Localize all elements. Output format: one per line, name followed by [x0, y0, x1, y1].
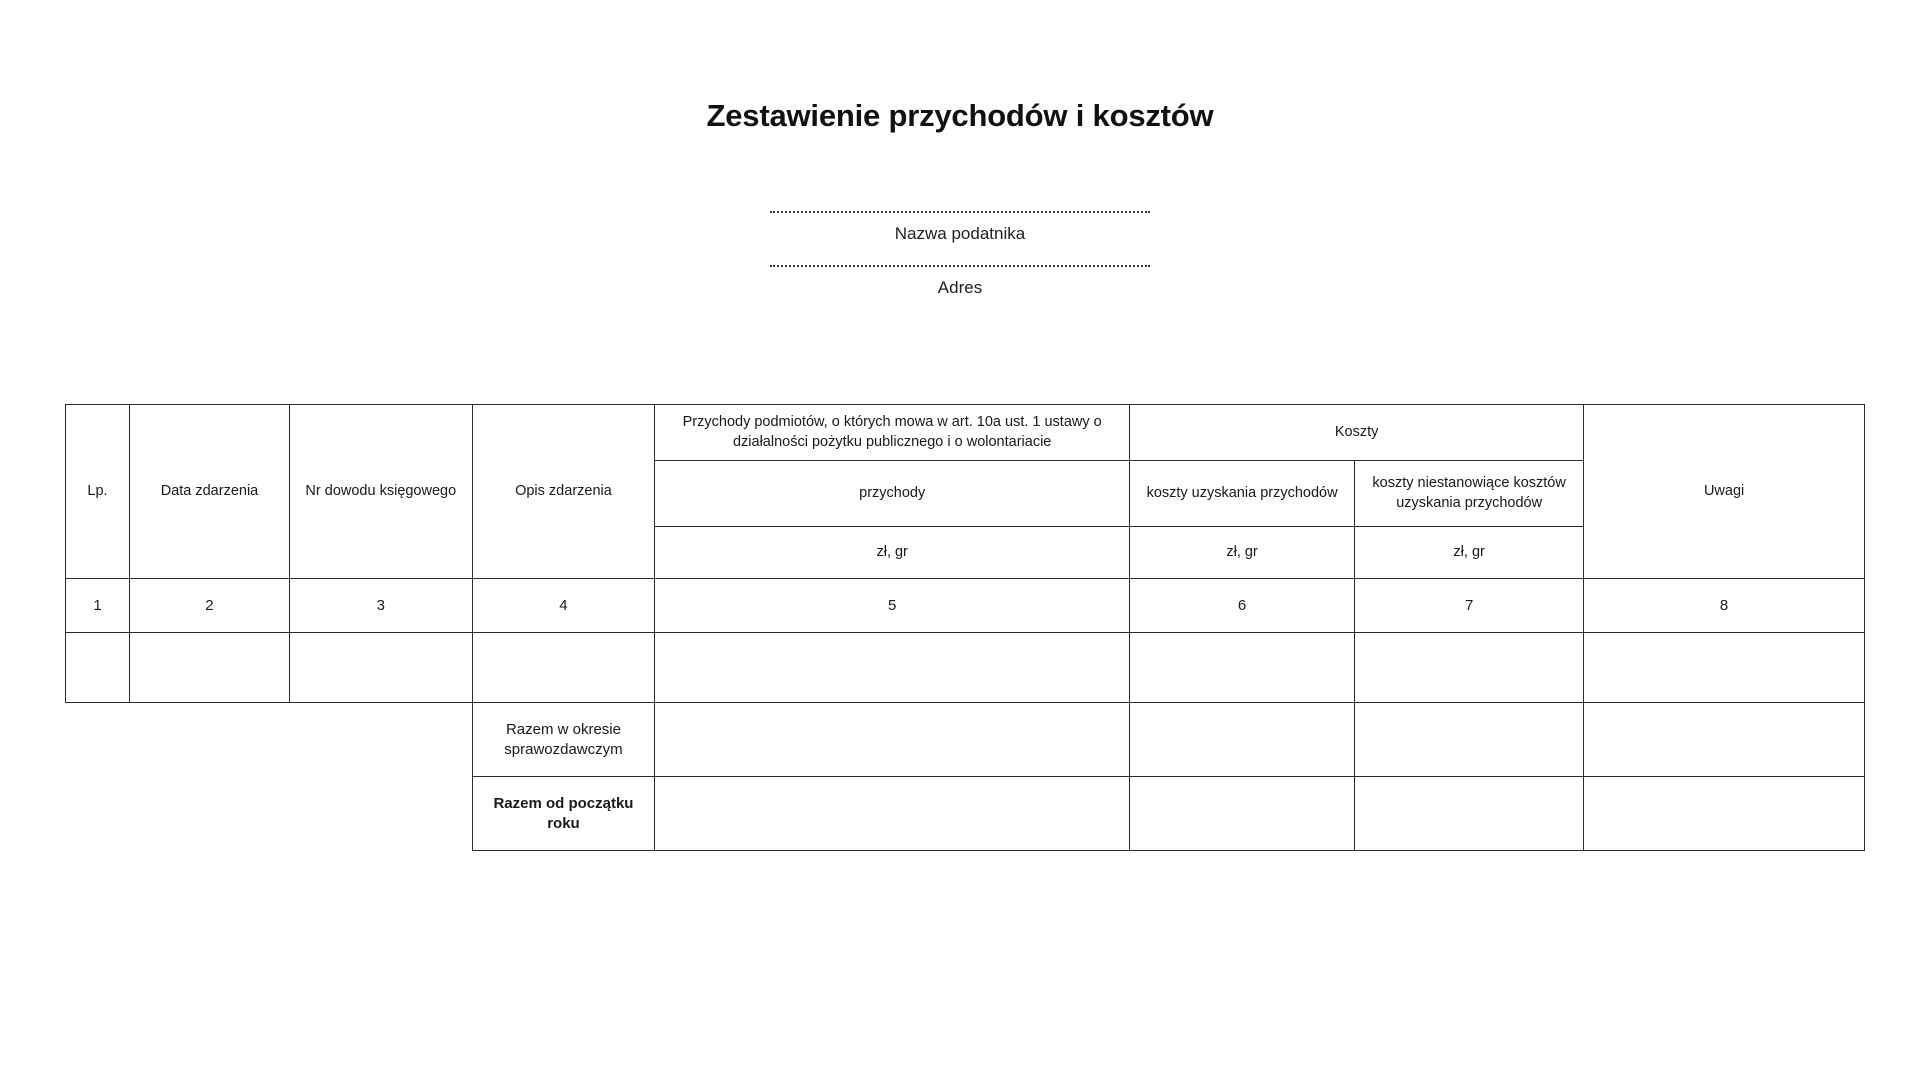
summary-year-uwagi[interactable] — [1584, 777, 1865, 851]
header-uwagi: Uwagi — [1584, 405, 1865, 579]
cell-lp[interactable] — [66, 633, 130, 703]
column-number-7: 7 — [1355, 579, 1584, 633]
identity-block — [0, 210, 1920, 299]
table-column-numbers-row — [66, 579, 1865, 633]
cell-nr-dowodu[interactable] — [289, 633, 472, 703]
spacer-lp-2 — [66, 777, 130, 851]
header-przychody: przychody — [655, 461, 1130, 527]
spacer-nr-1 — [289, 703, 472, 777]
cell-koszty-niestanowiace[interactable] — [1355, 633, 1584, 703]
header-data-zdarzenia: Data zdarzenia — [129, 405, 289, 579]
cell-data-zdarzenia[interactable] — [129, 633, 289, 703]
column-number-4: 4 — [472, 579, 655, 633]
header-unit-przychody: zł, gr — [655, 527, 1130, 579]
ledger-table-wrapper — [65, 404, 1865, 851]
ledger-table — [65, 404, 1865, 851]
summary-year-koszty-niestanowiace[interactable] — [1355, 777, 1584, 851]
spacer-nr-2 — [289, 777, 472, 851]
cell-przychody[interactable] — [655, 633, 1130, 703]
summary-period-uwagi[interactable] — [1584, 703, 1865, 777]
summary-period-koszty-uzyskania[interactable] — [1130, 703, 1355, 777]
spacer-lp-1 — [66, 703, 130, 777]
cell-uwagi[interactable] — [1584, 633, 1865, 703]
header-unit-koszty-niestanowiace: zł, gr — [1355, 527, 1584, 579]
header-przychody-group: Przychody podmiotów, o których mowa w art. 10a ust. 1 ustawy o działalności pożytku publicznego i o wolontariacie — [655, 405, 1130, 461]
column-number-6: 6 — [1130, 579, 1355, 633]
summary-row-period — [66, 703, 1865, 777]
page-title: Zestawienie przychodów i kosztów — [706, 98, 1214, 133]
header-koszty-uzyskania: koszty uzyskania przychodów — [1130, 461, 1355, 527]
summary-year-koszty-uzyskania[interactable] — [1130, 777, 1355, 851]
column-number-5: 5 — [655, 579, 1130, 633]
table-row[interactable] — [66, 633, 1865, 703]
taxpayer-name-label: Nazwa podatnika — [894, 224, 1026, 243]
cell-koszty-uzyskania[interactable] — [1130, 633, 1355, 703]
summary-row-year — [66, 777, 1865, 851]
column-number-8: 8 — [1584, 579, 1865, 633]
summary-label-year: Razem od początku roku — [472, 777, 655, 851]
column-number-1: 1 — [66, 579, 130, 633]
spacer-data-2 — [129, 777, 289, 851]
header-unit-koszty-uzyskania: zł, gr — [1130, 527, 1355, 579]
summary-period-przychody[interactable] — [655, 703, 1130, 777]
address-label: Adres — [937, 278, 983, 298]
summary-label-period: Razem w okresie sprawozdawczym — [472, 703, 655, 777]
column-number-2: 2 — [129, 579, 289, 633]
column-number-3: 3 — [289, 579, 472, 633]
address-line[interactable] — [770, 264, 1150, 267]
table-header-row-1 — [66, 405, 1865, 461]
cell-opis-zdarzenia[interactable] — [472, 633, 655, 703]
header-nr-dowodu: Nr dowodu księgowego — [289, 405, 472, 579]
spacer-data-1 — [129, 703, 289, 777]
header-lp: Lp. — [66, 405, 130, 579]
summary-period-koszty-niestanowiace[interactable] — [1355, 703, 1584, 777]
header-koszty-group: Koszty — [1130, 405, 1584, 461]
summary-year-przychody[interactable] — [655, 777, 1130, 851]
taxpayer-name-line[interactable] — [770, 210, 1150, 213]
header-opis-zdarzenia: Opis zdarzenia — [472, 405, 655, 579]
header-koszty-niestanowiace: koszty niestanowiące kosztów uzyskania przychodów — [1355, 461, 1584, 527]
